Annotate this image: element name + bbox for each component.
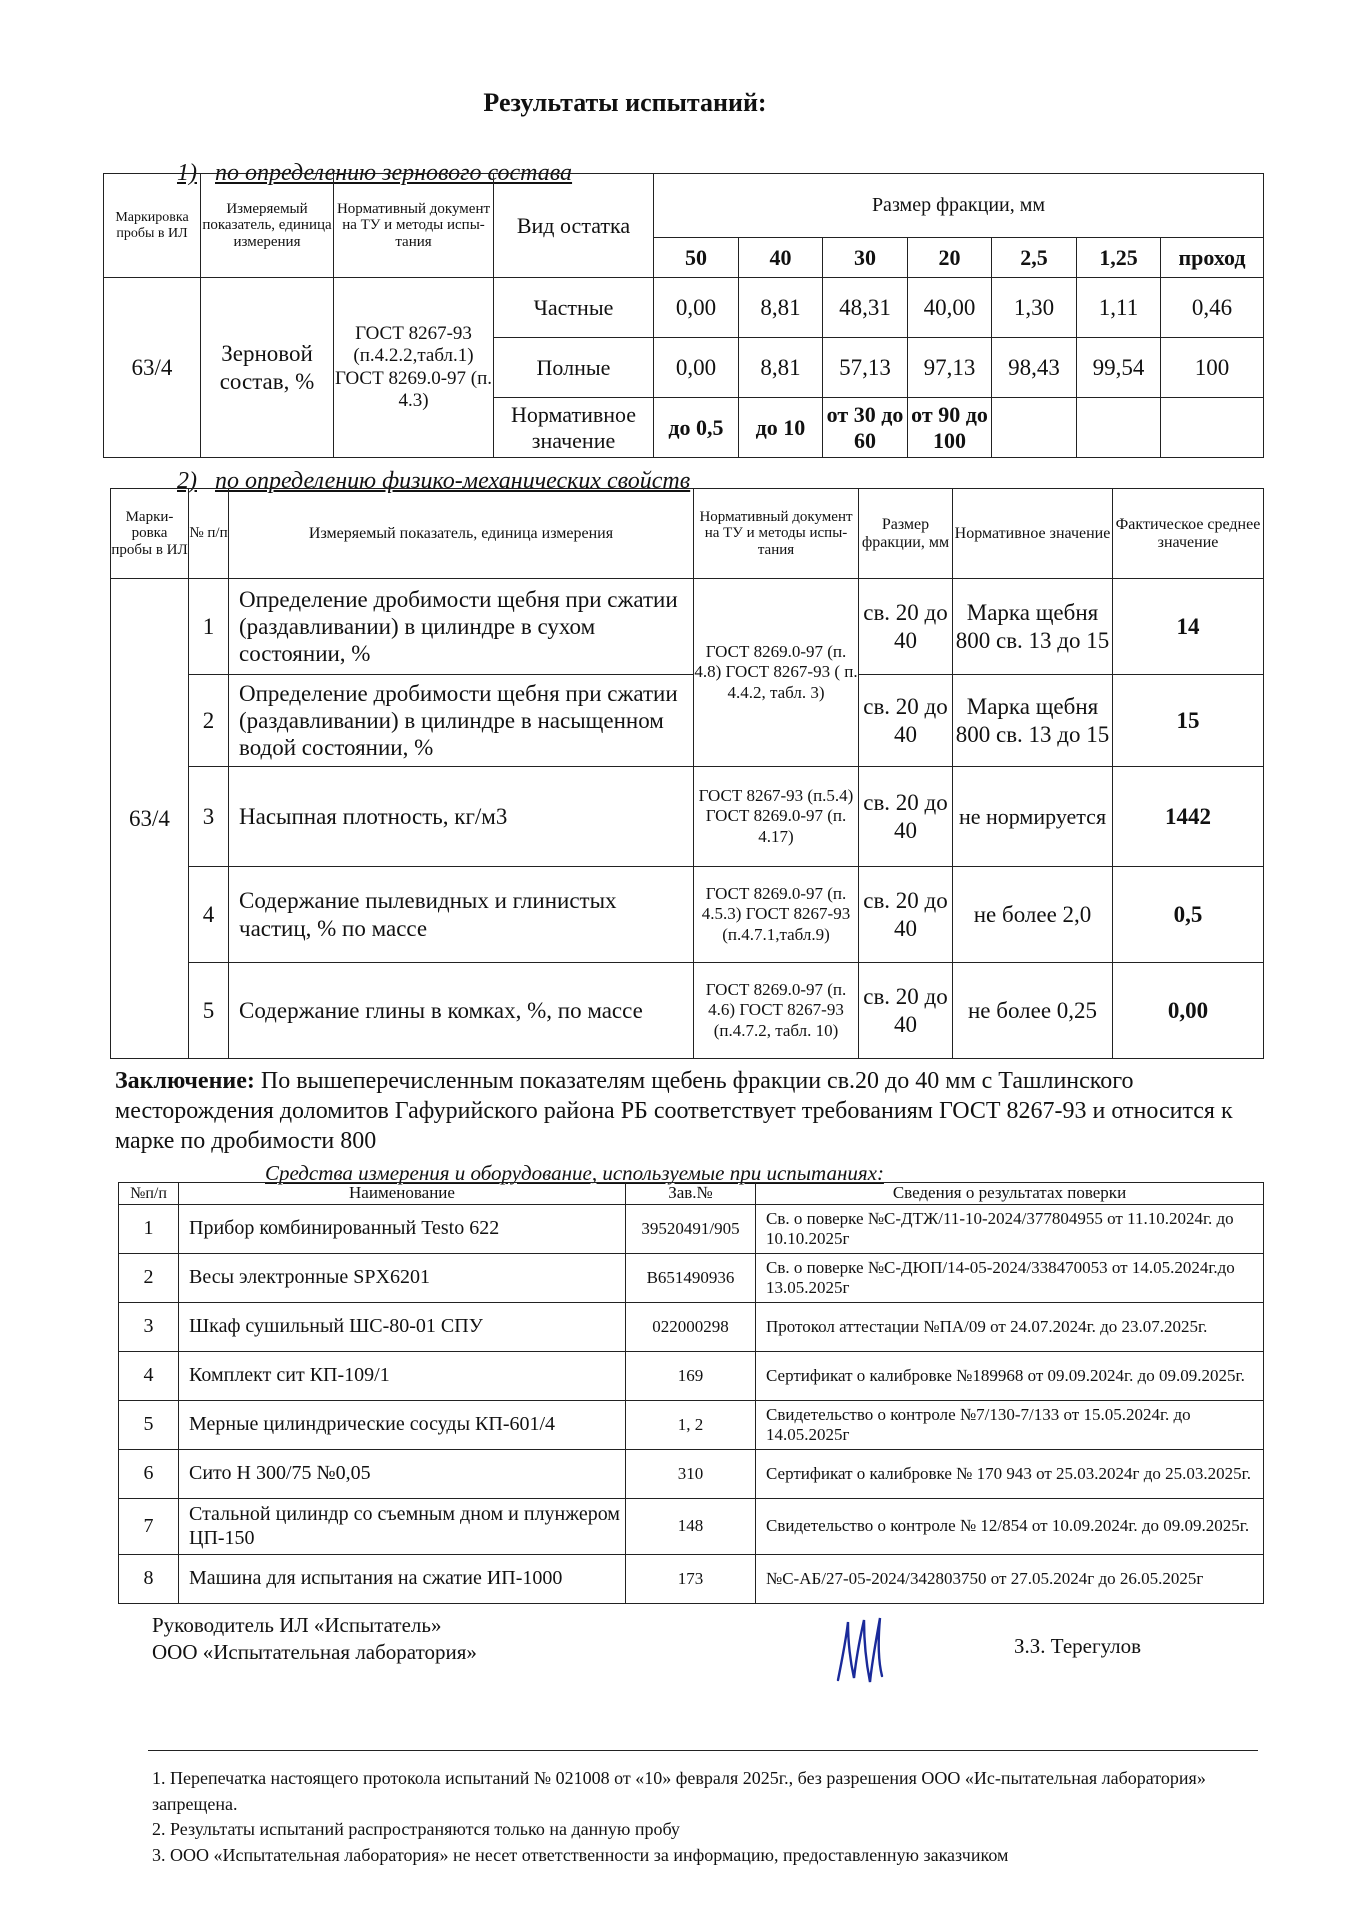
t3-row-zav: 022000298 [626, 1303, 756, 1352]
table-row [119, 1401, 1264, 1450]
t2-row-size: св. 20 до 40 [859, 963, 953, 1059]
t3-row-name: Сито Н 300/75 №0,05 [179, 1450, 626, 1499]
t3-row-zav: 173 [626, 1555, 756, 1604]
t2-row-fact: 0,00 [1113, 963, 1264, 1059]
t2-row-param: Насыпная плотность, кг/м3 [229, 767, 694, 867]
table-cell: 57,13 [823, 338, 908, 398]
t2-row-number: 5 [189, 963, 229, 1059]
table-cell: 1,11 [1077, 278, 1161, 338]
t1-size-cell: проход [1161, 238, 1264, 278]
signature-organization: ООО «Испытательная лаборатория» [152, 1640, 477, 1665]
section2-number: 2) [177, 468, 197, 494]
t1-header-size: Размер фракции, мм [654, 174, 1264, 238]
t1-header-vid: Вид остатка [494, 174, 654, 278]
t3-row-number: 8 [119, 1555, 179, 1604]
footer-divider [148, 1750, 1258, 1751]
table-cell: 98,43 [992, 338, 1077, 398]
t3-row-name: Шкаф сушильный ШС-80-01 СПУ [179, 1303, 626, 1352]
table-cell: 8,81 [739, 278, 823, 338]
section1-title: по определению зернового состава [215, 160, 573, 186]
page-title: Результаты испытаний: [483, 88, 767, 117]
t3-row-info: Протокол аттестации №ПА/09 от 24.07.2024г. до 23.07.2025г. [756, 1303, 1264, 1352]
t1-row-label: Полные [494, 338, 654, 398]
t2-row-fact: 14 [1113, 579, 1264, 675]
t3-row-zav: 148 [626, 1499, 756, 1555]
equipment-table [118, 1182, 1264, 1604]
t1-size-cell: 20 [908, 238, 992, 278]
t1-row-label: Нормативное значение [494, 398, 654, 458]
t2-header-param: Измеряемый показатель, единица измерения [229, 489, 694, 579]
table-row [111, 579, 1264, 675]
table-row [111, 675, 1264, 767]
grain-composition-table [103, 173, 1264, 458]
handwritten-signature [828, 1610, 892, 1692]
t2-row-param: Определение дробимости щебня при сжатии (раздавливании) в цилиндре в насыщенном водой состоянии, % [229, 675, 694, 767]
t1-header-doc: Нормативный документ на ТУ и методы испы-тания [334, 174, 494, 278]
t3-row-info: Свидетельство о контроле № 12/854 от 10.09.2024г. до 09.09.2025г. [756, 1499, 1264, 1555]
t2-row-size: св. 20 до 40 [859, 579, 953, 675]
table-cell: от 30 до 60 [823, 398, 908, 458]
table-row [119, 1254, 1264, 1303]
t3-row-number: 3 [119, 1303, 179, 1352]
conclusion-text: По вышеперечисленным показателям щебень фракции св.20 до 40 мм с Ташлинского месторождения доломитов Гафурийского района РБ соответствует требованиям ГОСТ 8267-93 и относится к марке по дробимости 800 [115, 1068, 1233, 1154]
t2-header-norm: Нормативное значение [953, 489, 1113, 579]
t3-row-info: Сертификат о калибровке № 170 943 от 25.03.2024г до 25.03.2025г. [756, 1450, 1264, 1499]
t2-header-size: Размер фракции, мм [859, 489, 953, 579]
t2-row-norm: не более 0,25 [953, 963, 1113, 1059]
table-cell: до 0,5 [654, 398, 739, 458]
table-cell: 97,13 [908, 338, 992, 398]
table-cell: 8,81 [739, 338, 823, 398]
t2-mark: 63/4 [111, 579, 189, 1059]
t3-row-number: 5 [119, 1401, 179, 1450]
t1-size-cell: 50 [654, 238, 739, 278]
t3-row-info: Сертификат о калибровке №189968 от 09.09.2024г. до 09.09.2025г. [756, 1352, 1264, 1401]
t1-header-mark: Маркировка пробы в ИЛ [104, 174, 201, 278]
t3-header-num: №п/п [119, 1183, 179, 1205]
table-row [104, 278, 1264, 338]
t2-row-norm: Марка щебня 800 св. 13 до 15 [953, 579, 1113, 675]
t3-row-zav: 169 [626, 1352, 756, 1401]
table-cell: 99,54 [1077, 338, 1161, 398]
t1-size-cell: 2,5 [992, 238, 1077, 278]
t2-row-param: Содержание пылевидных и глинистых частиц, % по массе [229, 867, 694, 963]
t2-row-size: св. 20 до 40 [859, 767, 953, 867]
signatory-name: З.З. Терегулов [1014, 1634, 1142, 1658]
section2-title: по определению физико-механических свойств [215, 468, 691, 494]
t3-row-info: Св. о поверке №С-ДТЖ/11-10-2024/377804955 от 11.10.2024г. до 10.10.2025г [756, 1205, 1264, 1254]
table-cell: 40,00 [908, 278, 992, 338]
t3-row-info: Св. о поверке №С-ДЮП/14-05-2024/338470053 от 14.05.2024г.до 13.05.2025г [756, 1254, 1264, 1303]
t3-header-name: Наименование [179, 1183, 626, 1205]
t2-doc-shared: ГОСТ 8269.0-97 (п. 4.8) ГОСТ 8267-93 ( п. 4.4.2, табл. 3) [694, 579, 859, 767]
table-cell: 0,46 [1161, 278, 1264, 338]
section1-number: 1) [177, 160, 197, 186]
t2-header-doc: Нормативный документ на ТУ и методы испы-тания [694, 489, 859, 579]
table-cell: 0,00 [654, 338, 739, 398]
t2-row-param: Определение дробимости щебня при сжатии (раздавливании) в цилиндре в сухом состоянии, % [229, 579, 694, 675]
t2-row-norm: не более 2,0 [953, 867, 1113, 963]
t2-row-fact: 0,5 [1113, 867, 1264, 963]
t2-row-doc: ГОСТ 8269.0-97 (п. 4.6) ГОСТ 8267-93 (п.4.7.2, табл. 10) [694, 963, 859, 1059]
t1-size-cell: 30 [823, 238, 908, 278]
physical-properties-table [110, 488, 1264, 1059]
t3-row-name: Машина для испытания на сжатие ИП-1000 [179, 1555, 626, 1604]
t3-row-info: Свидетельство о контроле №7/130-7/133 от 15.05.2024г. до 14.05.2025г [756, 1401, 1264, 1450]
conclusion-label: Заключение: [115, 1068, 255, 1094]
footer-note: 2. Результаты испытаний распространяются только на данную пробу [152, 1819, 680, 1840]
t3-row-number: 4 [119, 1352, 179, 1401]
table-cell: 48,31 [823, 278, 908, 338]
table-cell: 100 [1161, 338, 1264, 398]
t3-row-info: №С-АБ/27-05-2024/342803750 от 27.05.2024г до 26.05.2025г [756, 1555, 1264, 1604]
t1-size-cell: 40 [739, 238, 823, 278]
table-row [119, 1555, 1264, 1604]
t3-row-number: 2 [119, 1254, 179, 1303]
t2-row-doc: ГОСТ 8267-93 (п.5.4) ГОСТ 8269.0-97 (п. 4.17) [694, 767, 859, 867]
table-cell [1077, 398, 1161, 458]
t3-row-name: Мерные цилиндрические сосуды КП-601/4 [179, 1401, 626, 1450]
t3-header-info: Сведения о результатах поверки [756, 1183, 1264, 1205]
t3-row-zav: 39520491/905 [626, 1205, 756, 1254]
footer-notes [152, 1766, 1267, 1868]
t2-row-norm: Марка щебня 800 св. 13 до 15 [953, 675, 1113, 767]
table-row [119, 1450, 1264, 1499]
t3-row-zav: B651490936 [626, 1254, 756, 1303]
footer-note: 3. ООО «Испытательная лаборатория» не несет ответственности за информацию, предоставленную заказчиком [152, 1844, 1009, 1865]
table-cell: 0,00 [654, 278, 739, 338]
t1-size-cell: 1,25 [1077, 238, 1161, 278]
t3-row-name: Комплект сит КП-109/1 [179, 1352, 626, 1401]
table-row [119, 1499, 1264, 1555]
table-row [111, 963, 1264, 1059]
t1-doc: ГОСТ 8267-93 (п.4.2.2,табл.1) ГОСТ 8269.0-97 (п. 4.3) [334, 278, 494, 458]
t3-row-number: 6 [119, 1450, 179, 1499]
table-cell: до 10 [739, 398, 823, 458]
t3-row-name: Весы электронные SPX6201 [179, 1254, 626, 1303]
t2-row-number: 1 [189, 579, 229, 675]
t3-row-name: Стальной цилиндр со съемным дном и плунжером ЦП-150 [179, 1499, 626, 1555]
table-row [119, 1352, 1264, 1401]
footer-note: 1. Перепечатка настоящего протокола испытаний № 021008 от «10» февраля 2025г., без разрешения ООО «Ис-пытательная лаборатория» запрещена. [152, 1768, 1206, 1814]
table-row [119, 1303, 1264, 1352]
conclusion [115, 1066, 1265, 1156]
t3-row-name: Прибор комбинированный Testo 622 [179, 1205, 626, 1254]
t2-row-number: 2 [189, 675, 229, 767]
t2-row-fact: 15 [1113, 675, 1264, 767]
t2-row-number: 3 [189, 767, 229, 867]
t2-row-size: св. 20 до 40 [859, 675, 953, 767]
table-cell: от 90 до 100 [908, 398, 992, 458]
t3-header-zav: Зав.№ [626, 1183, 756, 1205]
table-cell: 1,30 [992, 278, 1077, 338]
t2-row-fact: 1442 [1113, 767, 1264, 867]
t1-param: Зерновой состав, % [201, 278, 334, 458]
signature-block [152, 1612, 477, 1667]
equipment-title: Средства измерения и оборудование, используемые при испытаниях: [265, 1161, 884, 1185]
t1-row-label: Частные [494, 278, 654, 338]
table-cell [992, 398, 1077, 458]
table-row [119, 1205, 1264, 1254]
t2-row-param: Содержание глины в комках, %, по массе [229, 963, 694, 1059]
table-row [111, 767, 1264, 867]
t3-row-zav: 1, 2 [626, 1401, 756, 1450]
t3-row-zav: 310 [626, 1450, 756, 1499]
t3-row-number: 7 [119, 1499, 179, 1555]
t1-mark: 63/4 [104, 278, 201, 458]
t3-row-number: 1 [119, 1205, 179, 1254]
t2-row-norm: не нормируется [953, 767, 1113, 867]
t2-row-size: св. 20 до 40 [859, 867, 953, 963]
signature-role: Руководитель ИЛ «Испытатель» [152, 1613, 442, 1637]
t2-row-doc: ГОСТ 8269.0-97 (п. 4.5.3) ГОСТ 8267-93 (п.4.7.1,табл.9) [694, 867, 859, 963]
t2-header-mark: Марки-ровка пробы в ИЛ [111, 489, 189, 579]
t1-header-param: Измеряемый показатель, единица измерения [201, 174, 334, 278]
table-row [111, 867, 1264, 963]
table-cell [1161, 398, 1264, 458]
t2-row-number: 4 [189, 867, 229, 963]
t2-header-fact: Фактическое среднее значение [1113, 489, 1264, 579]
t2-header-num: № п/п [189, 489, 229, 579]
